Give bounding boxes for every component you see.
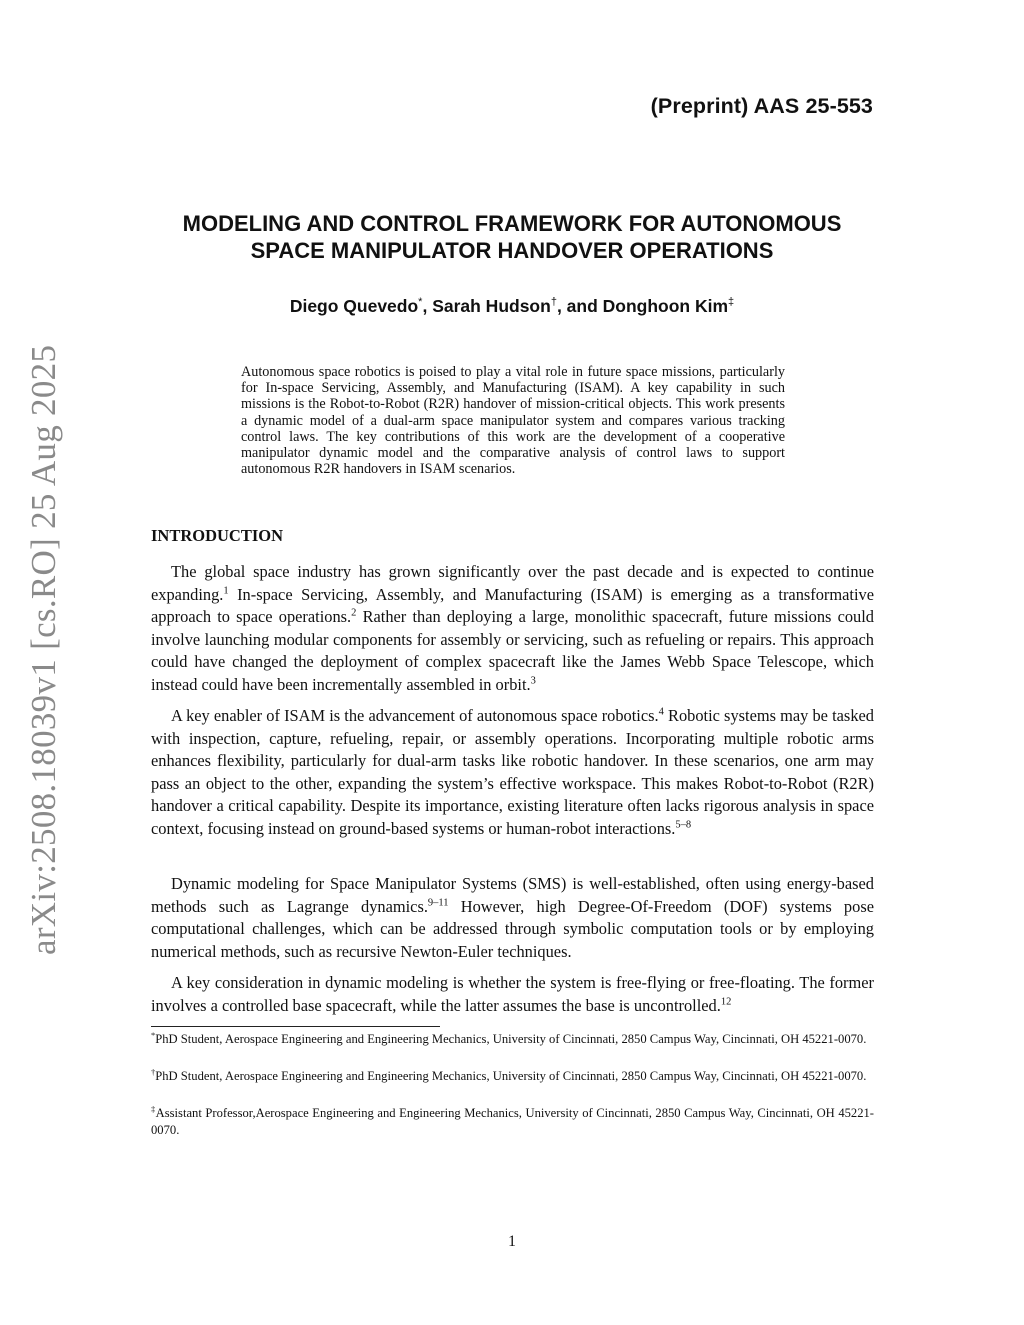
footnote xyxy=(151,1068,874,1085)
section-heading-introduction: INTRODUCTION xyxy=(151,526,284,545)
paragraph-text: Rather than deploying a large, monolithic spacecraft, future missions could involve launching modular components for assembly or servicing, such as refueling or repairs. This approach could have changed the deployment of complex spacecraft like the James Webb Space Telescope, which instead could have been incrementally assembled in orbit. xyxy=(151,607,874,694)
author-name: Sarah Hudson xyxy=(432,296,551,316)
footnote-text: PhD Student, Aerospace Engineering and Engineering Mechanics, University of Cincinnati, 2850 Campus Way, Cincinnati, OH 45221-0070. xyxy=(155,1032,867,1046)
author-separator: , and xyxy=(556,296,603,316)
title-line-2: SPACE MANIPULATOR HANDOVER OPERATIONS xyxy=(250,238,774,263)
footnote-text: Assistant Professor,Aerospace Engineering and Engineering Mechanics, University of Cincinnati, 2850 Campus Way, Cincinnati, OH 45221-0070. xyxy=(151,1106,874,1137)
author-affiliation-mark: * xyxy=(418,296,423,309)
paragraph-text: A key consideration in dynamic modeling is whether the system is free-flying or free-floating. The former involves a controlled base spacecraft, while the latter assumes the base is uncontrolled. xyxy=(151,973,874,1015)
footnote xyxy=(151,1105,874,1139)
citation-ref: 1 xyxy=(223,585,229,597)
citation-ref: 12 xyxy=(720,996,732,1008)
footnote-mark: † xyxy=(151,1066,156,1077)
title-line-1: MODELING AND CONTROL FRAMEWORK FOR AUTONOMOUS xyxy=(182,211,842,236)
citation-ref: 9–11 xyxy=(427,897,449,909)
footnote-divider xyxy=(151,1026,440,1027)
footnote-text: PhD Student, Aerospace Engineering and Engineering Mechanics, University of Cincinnati, 2850 Campus Way, Cincinnati, OH 45221-0070. xyxy=(155,1069,867,1083)
body-paragraph xyxy=(151,705,874,841)
abstract: Autonomous space robotics is poised to play a vital role in future space missions, particularly for In-space Servicing, Assembly, and Manufacturing (ISAM). A key capability in such missions is the Robot-to-Robot (R2R) handover of mission-critical objects. This work presents a dynamic model of a dual-arm space manipulator system and compares various tracking control laws. The key contributions of this work are the development of a cooperative manipulator dynamic model and the comparative analysis of control laws to support autonomous R2R handovers in ISAM scenarios. xyxy=(241,364,785,478)
paragraph-text: However, high Degree-Of-Freedom (DOF) systems pose computational challenges, which can be addressed through symbolic computation tools or by employing numerical methods, such as recursive Newton-Euler techniques. xyxy=(151,896,874,961)
paragraph-text: The global space industry has grown significantly over the past decade and is expected to continue expanding. xyxy=(151,562,874,604)
author-affiliation-mark: ‡ xyxy=(728,296,735,309)
author-affiliation-mark: † xyxy=(550,296,557,309)
paragraph-text: Robotic systems may be tasked with inspection, capture, refueling, repair, or assembly operations. Incorporating multiple robotic arms enhances flexibility, particularly for dual-arm tasks like robotic handover. In these scenarios, one arm may pass an object to the other, expanding the system’s effective workspace. This makes Robot-to-Robot (R2R) handover a critical capability. Despite its importance, existing literature often lacks rigorous analysis in space context, focusing instead on ground-based systems or human-robot interactions. xyxy=(151,706,874,838)
author-separator: , xyxy=(422,296,433,316)
author-name: Donghoon Kim xyxy=(602,296,729,316)
citation-ref: 2 xyxy=(351,607,357,619)
author-list xyxy=(120,296,904,317)
page-number: 1 xyxy=(508,1233,516,1250)
paragraph-text: A key enabler of ISAM is the advancement of autonomous space robotics. xyxy=(171,706,659,725)
paragraph-text: In-space Servicing, Assembly, and Manufacturing (ISAM) is emerging as a transformative approach to space operations. xyxy=(151,584,874,627)
footnote-mark: * xyxy=(151,1029,156,1040)
body-paragraph xyxy=(151,561,874,697)
citation-ref: 4 xyxy=(658,706,664,718)
author-name: Diego Quevedo xyxy=(289,296,419,316)
body-paragraph xyxy=(151,972,874,1017)
citation-ref: 3 xyxy=(530,675,536,687)
arxiv-identifier-stamp: arXiv:2508.18039v1 [cs.RO] 25 Aug 2025 xyxy=(24,344,63,955)
body-paragraph xyxy=(151,873,874,963)
preprint-label: (Preprint) AAS 25-553 xyxy=(650,94,873,118)
footnote-mark: ‡ xyxy=(151,1103,156,1114)
paragraph-text: Dynamic modeling for Space Manipulator Systems (SMS) is well-established, often using energy-based methods such as Lagrange dynamics. xyxy=(151,874,874,916)
citation-ref: 5–8 xyxy=(675,819,692,831)
paper-title xyxy=(120,210,904,264)
footnote xyxy=(151,1031,874,1048)
